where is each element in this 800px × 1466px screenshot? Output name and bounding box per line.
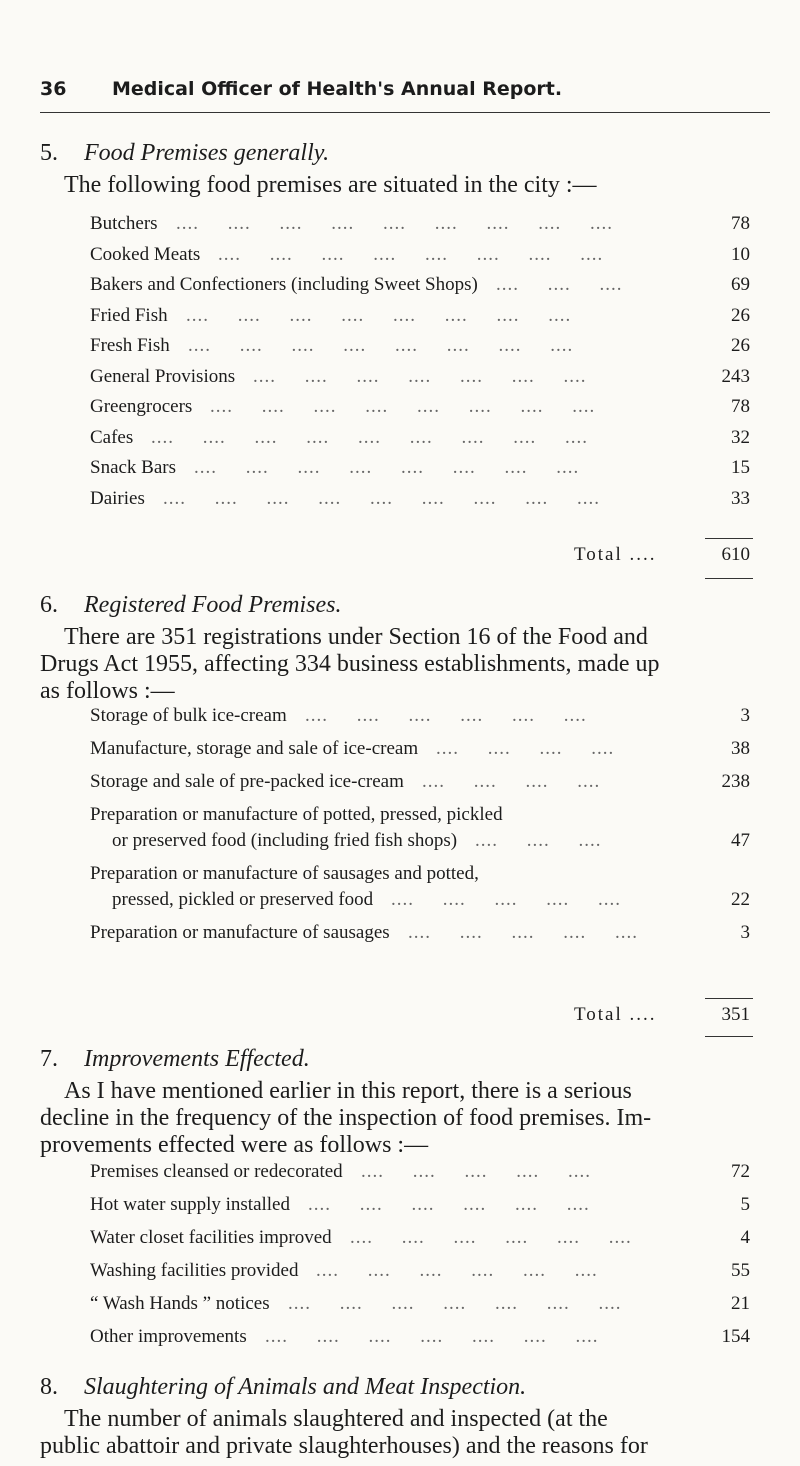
list-item [90, 921, 750, 945]
header-rule [40, 112, 770, 113]
item-label: Water closet facilities improved [90, 1227, 332, 1248]
item-value: 3 [740, 922, 750, 943]
leader-dots: .... .... .... .... .... .... .... .... .... [151, 426, 588, 448]
item-label: Preparation or manufacture of sausages and potted, [90, 863, 479, 884]
item-value: 15 [731, 457, 750, 478]
list-item [90, 1193, 750, 1217]
total-label-text: Total [574, 544, 623, 565]
page-header [40, 78, 770, 106]
item-label: Premises cleansed or redecorated [90, 1161, 343, 1182]
item-label: Fried Fish [90, 304, 168, 326]
leader-dots: .... .... .... .... .... [391, 889, 621, 910]
section-7-intro [40, 1078, 760, 1159]
list-item [90, 304, 750, 328]
leader-dots: .... .... .... .... .... [408, 922, 638, 943]
list-item [90, 334, 750, 358]
leader-dots: .... .... .... .... .... .... .... [265, 1326, 599, 1347]
item-label: Butchers [90, 213, 158, 234]
paragraph-line: decline in the frequency of the inspection of food premises. Im- [40, 1105, 652, 1131]
section-5-total-value: 610 [721, 544, 750, 565]
list-item [90, 704, 750, 728]
section-6-total-label: Total .... [574, 1004, 657, 1025]
section-number: 5. [40, 140, 58, 166]
leader-dots: .... .... .... .... [436, 738, 615, 759]
item-label: Storage and sale of pre-packed ice-cream [90, 771, 404, 792]
list-item [90, 487, 750, 511]
section-6-heading [40, 592, 342, 619]
section-number: 6. [40, 592, 58, 618]
item-label: Other improvements [90, 1326, 247, 1347]
item-value: 26 [731, 304, 750, 326]
rule [705, 538, 753, 539]
item-value: 22 [731, 889, 750, 910]
item-label-continued: pressed, pickled or preserved food [112, 889, 374, 910]
leader-dots: .... .... .... .... .... .... .... .... .... [176, 213, 613, 234]
item-value: 78 [731, 396, 750, 417]
item-value: 72 [731, 1161, 750, 1182]
rule [705, 578, 753, 579]
item-value: 78 [731, 213, 750, 234]
paragraph-line: There are 351 registrations under Section 16 of the Food and [64, 624, 648, 650]
item-value: 238 [721, 771, 750, 792]
list-item [90, 1226, 750, 1250]
section-6-intro [40, 624, 760, 705]
list-item [90, 1292, 750, 1316]
list-item [90, 395, 750, 419]
paragraph-line: as follows :— [40, 678, 175, 704]
list-item [90, 862, 750, 910]
section-number: 7. [40, 1046, 58, 1072]
item-value: 10 [731, 243, 750, 265]
item-label: Hot water supply installed [90, 1194, 290, 1215]
leader-dots: .... .... .... .... .... .... .... [288, 1293, 622, 1314]
paragraph-text: The following food premises are situated in the city :— [64, 172, 597, 198]
list-item [90, 770, 750, 794]
total-label-text: Total [574, 1004, 623, 1025]
item-value: 5 [740, 1194, 750, 1215]
item-label-continued: or preserved food (including fried fish shops) [112, 830, 458, 851]
leader-dots: .... .... .... .... .... .... [350, 1227, 632, 1248]
item-label: Storage of bulk ice-cream [90, 705, 287, 726]
section-8-intro [40, 1406, 760, 1460]
paragraph-line: public abattoir and private slaughterhouses) and the reasons for [40, 1433, 648, 1459]
leader-dots: .... .... .... .... .... .... .... [253, 365, 587, 387]
leader-dots: .... .... .... .... .... .... .... .... [186, 304, 572, 326]
list-item [90, 456, 750, 480]
section-5-total-label: Total .... [574, 544, 657, 565]
item-value: 154 [721, 1326, 750, 1347]
section-5-heading [40, 140, 329, 167]
paragraph-line: Drugs Act 1955, affecting 334 business establishments, made up [40, 651, 660, 677]
section-7-heading [40, 1046, 310, 1073]
item-label: Snack Bars [90, 457, 177, 478]
running-title: Medical Officer of Health's Annual Report. [112, 78, 563, 100]
item-label: Preparation or manufacture of sausages [90, 922, 390, 943]
section-8-heading [40, 1374, 526, 1401]
leader-dots: .... .... .... .... .... .... [316, 1260, 598, 1281]
section-title: Slaughtering of Animals and Meat Inspection. [84, 1374, 527, 1400]
item-value: 69 [731, 274, 750, 295]
list-item [90, 365, 750, 389]
leader-dots: .... .... .... .... .... .... .... .... [210, 396, 596, 417]
leader-dots: .... .... .... [496, 274, 623, 295]
item-label: Greengrocers [90, 396, 193, 417]
leader-dots: .... .... .... .... .... .... [305, 705, 587, 726]
item-value: 47 [731, 830, 750, 851]
item-value: 4 [740, 1227, 750, 1248]
item-value: 55 [731, 1260, 750, 1281]
section-title: Food Premises generally. [84, 140, 330, 166]
item-label: Cafes [90, 426, 134, 448]
list-item [90, 1160, 750, 1184]
item-label: General Provisions [90, 365, 236, 387]
leader-dots: .... .... .... .... .... .... .... .... .... [163, 487, 600, 509]
item-label: Fresh Fish [90, 335, 170, 356]
list-item [90, 803, 750, 851]
leader-dots: .... .... .... .... [422, 771, 601, 792]
list-item [90, 1259, 750, 1283]
list-item [90, 243, 750, 267]
leader-dots: .... .... .... .... .... .... .... .... [188, 335, 574, 356]
item-value: 38 [731, 738, 750, 759]
section-title: Improvements Effected. [84, 1046, 310, 1072]
rule [705, 1036, 753, 1037]
section-number: 8. [40, 1374, 58, 1400]
list-item [90, 1325, 750, 1349]
paragraph-line: The number of animals slaughtered and inspected (at the [64, 1406, 608, 1432]
leader-dots: .... .... .... .... .... [361, 1161, 591, 1182]
list-item [90, 737, 750, 761]
item-label: “ Wash Hands ” notices [90, 1293, 270, 1314]
item-value: 32 [731, 426, 750, 448]
item-value: 26 [731, 335, 750, 356]
item-label: Dairies [90, 487, 145, 509]
item-label: Washing facilities provided [90, 1260, 299, 1281]
list-item [90, 426, 750, 450]
item-value: 33 [731, 487, 750, 509]
list-item [90, 212, 750, 236]
list-item [90, 273, 750, 297]
rule [705, 998, 753, 999]
paragraph-line: As I have mentioned earlier in this report, there is a serious [64, 1078, 632, 1104]
paragraph-line: provements effected were as follows :— [40, 1132, 429, 1158]
leader-dots: .... .... .... .... .... .... [308, 1194, 590, 1215]
section-6-total-value: 351 [721, 1004, 750, 1025]
item-label: Cooked Meats [90, 243, 201, 265]
item-label: Bakers and Confectioners (including Sweet Shops) [90, 274, 478, 295]
item-label: Preparation or manufacture of potted, pressed, pickled [90, 804, 503, 825]
leader-dots: .... .... .... .... .... .... .... .... [218, 243, 604, 265]
section-5-intro [40, 172, 760, 199]
item-value: 21 [731, 1293, 750, 1314]
item-value: 243 [721, 365, 750, 387]
item-label: Manufacture, storage and sale of ice-cream [90, 738, 419, 759]
leader-dots: .... .... .... .... .... .... .... .... [194, 457, 580, 478]
section-title: Registered Food Premises. [84, 592, 342, 618]
page-number: 36 [40, 78, 67, 100]
item-value: 3 [740, 705, 750, 726]
leader-dots: .... .... .... [475, 830, 602, 851]
